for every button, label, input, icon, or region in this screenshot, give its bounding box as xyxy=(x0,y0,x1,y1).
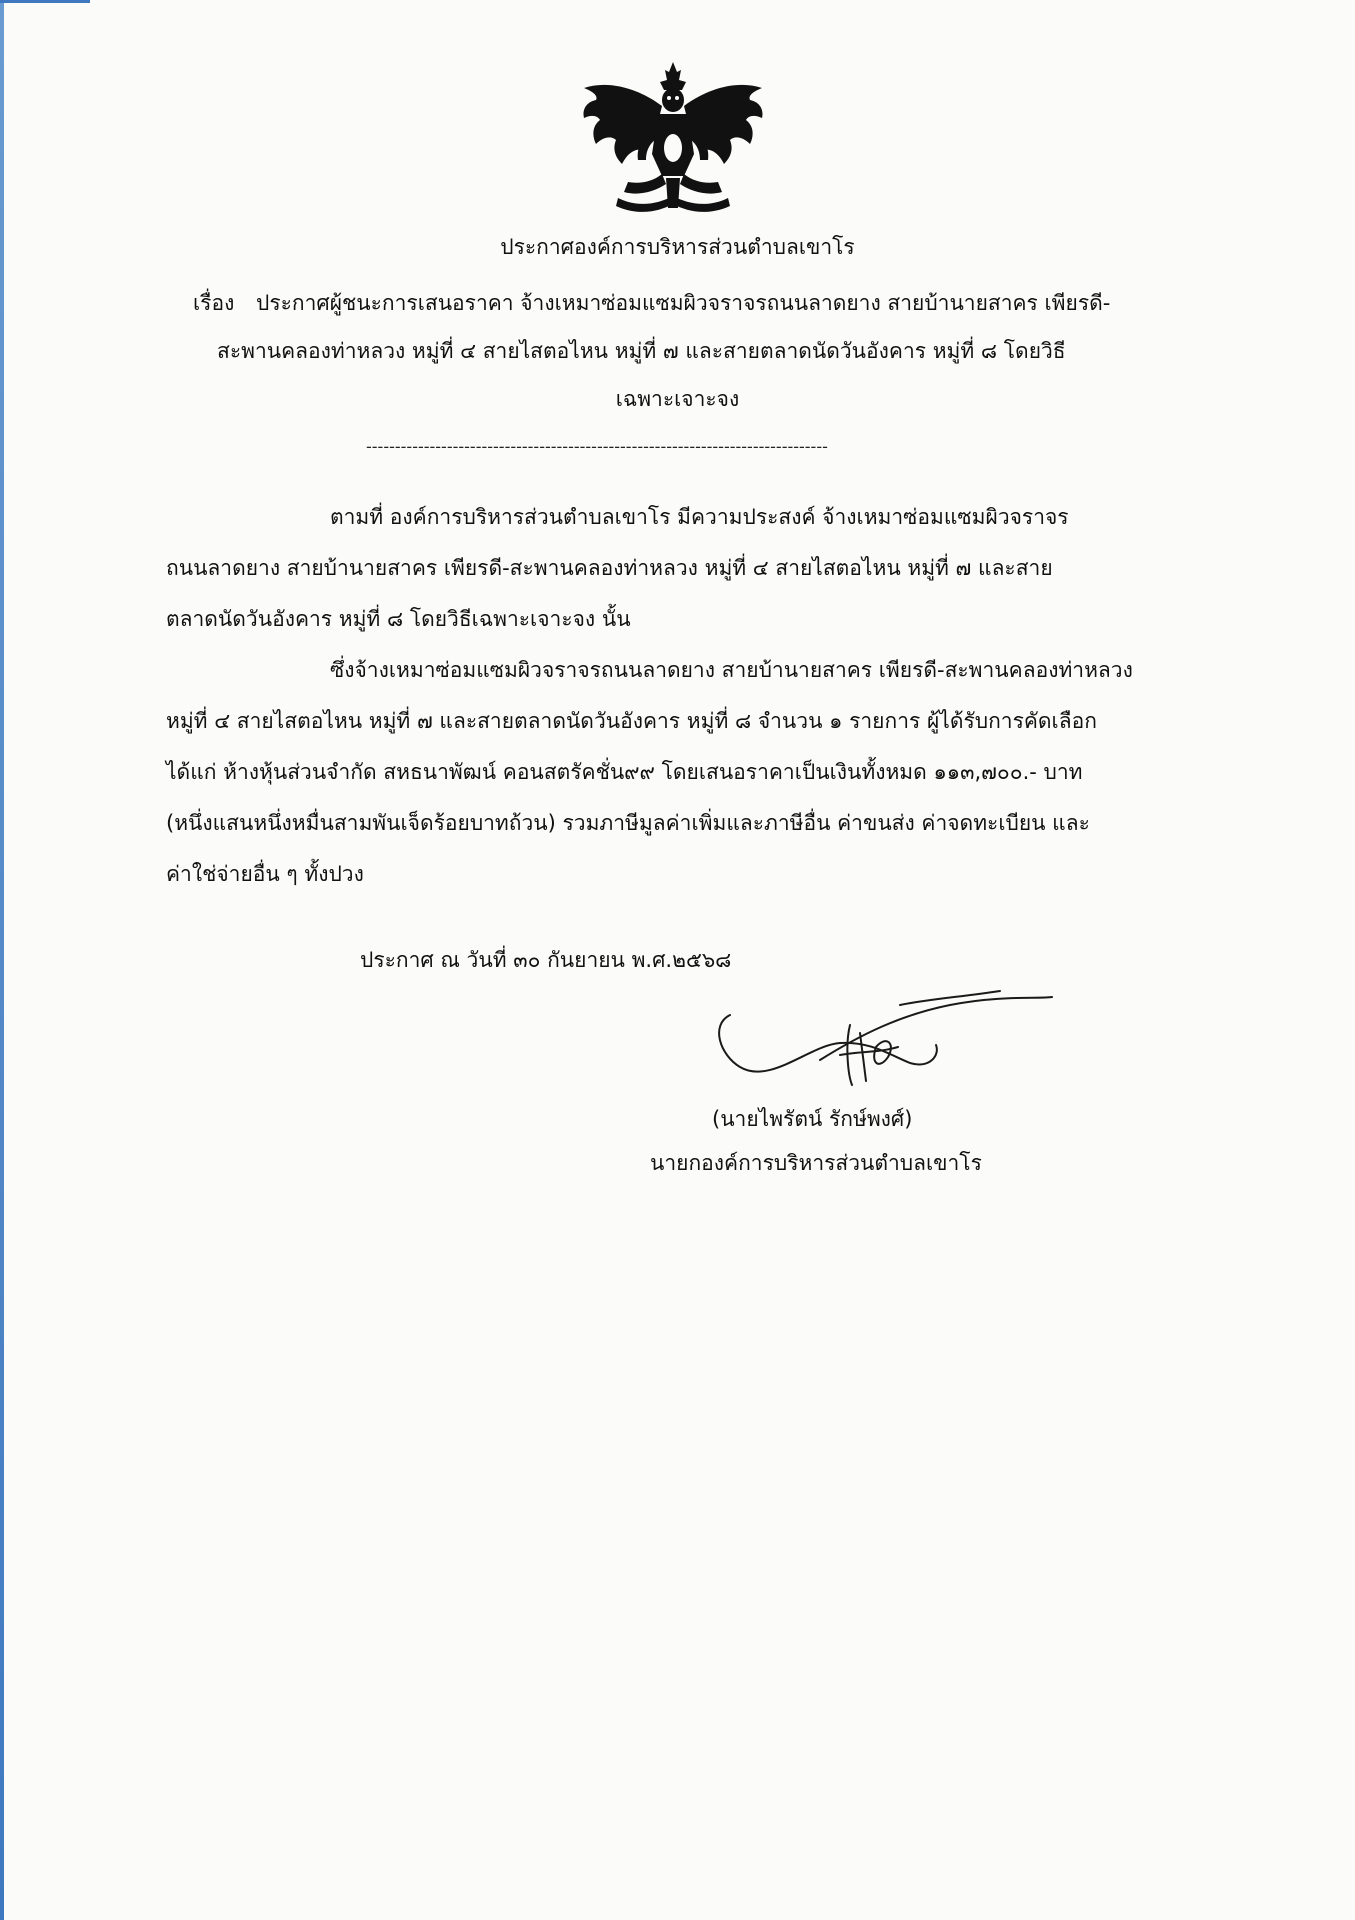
paragraph1-line-2: ถนนลาดยาง สายบ้านายสาคร เพียรดี-สะพานคลองท่าหลวง หมู่ที่ ๔ สายไสตอไหน หมู่ที่ ๗ และสาย xyxy=(166,556,1053,580)
separator-line: -------------------------------------------------------------------------------- xyxy=(366,440,828,454)
subject-line-1: ประกาศผู้ชนะการเสนอราคา จ้างเหมาซ่อมแซมผิวจราจรถนนลาดยาง สายบ้านายสาคร เพียรดี- xyxy=(256,291,1111,315)
paragraph2-line-4: (หนึ่งแสนหนึ่งหมื่นสามพันเจ็ดร้อยบาทถ้วน) รวมภาษีมูลค่าเพิ่มและภาษีอื่น ค่าขนส่ง ค่าจดทะเบียน และ xyxy=(166,811,1090,835)
subject-line-2: สะพานคลองท่าหลวง หมู่ที่ ๔ สายไสตอไหน หมู่ที่ ๗ และสายตลาดนัดวันอังคาร หมู่ที่ ๘ โดยวิธี xyxy=(217,339,1066,363)
announcement-title: ประกาศองค์การบริหารส่วนตำบลเขาโร xyxy=(500,235,855,259)
paragraph1-line-1: ตามที่ องค์การบริหารส่วนตำบลเขาโร มีความประสงค์ จ้างเหมาซ่อมแซมผิวจราจร xyxy=(330,505,1069,529)
announcement-date: ประกาศ ณ วันที่ ๓๐ กันยายน พ.ศ.๒๕๖๘ xyxy=(360,948,732,972)
signatory-position: นายกองค์การบริหารส่วนตำบลเขาโร xyxy=(650,1151,982,1175)
signatory-name: (นายไพรัตน์ รักษ์พงศ์) xyxy=(712,1107,913,1131)
signature xyxy=(700,985,1060,1095)
paragraph2-line-5: ค่าใช่จ่ายอื่น ๆ ทั้งปวง xyxy=(166,862,364,886)
subject-label: เรื่อง xyxy=(193,291,235,315)
paragraph2-line-3: ได้แก่ ห้างหุ้นส่วนจำกัด สหธนาพัฒน์ คอนสตรัคชั่น๙๙ โดยเสนอราคาเป็นเงินทั้งหมด ๑๑๓,๗๐๐.- บาท xyxy=(166,760,1083,784)
paragraph2-line-1: ซึ่งจ้างเหมาซ่อมแซมผิวจราจรถนนลาดยาง สายบ้านายสาคร เพียรดี-สะพานคลองท่าหลวง xyxy=(330,658,1133,682)
subject-line-3: เฉพาะเจาะจง xyxy=(615,387,740,411)
paragraph1-line-3: ตลาดนัดวันอังคาร หมู่ที่ ๘ โดยวิธีเฉพาะเจาะจง นั้น xyxy=(166,607,631,631)
paragraph2-line-2: หมู่ที่ ๔ สายไสตอไหน หมู่ที่ ๗ และสายตลาดนัดวันอังคาร หมู่ที่ ๘ จำนวน ๑ รายการ ผู้ได้รับการคัดเลือก xyxy=(166,709,1097,733)
garuda-emblem-icon xyxy=(578,58,768,218)
